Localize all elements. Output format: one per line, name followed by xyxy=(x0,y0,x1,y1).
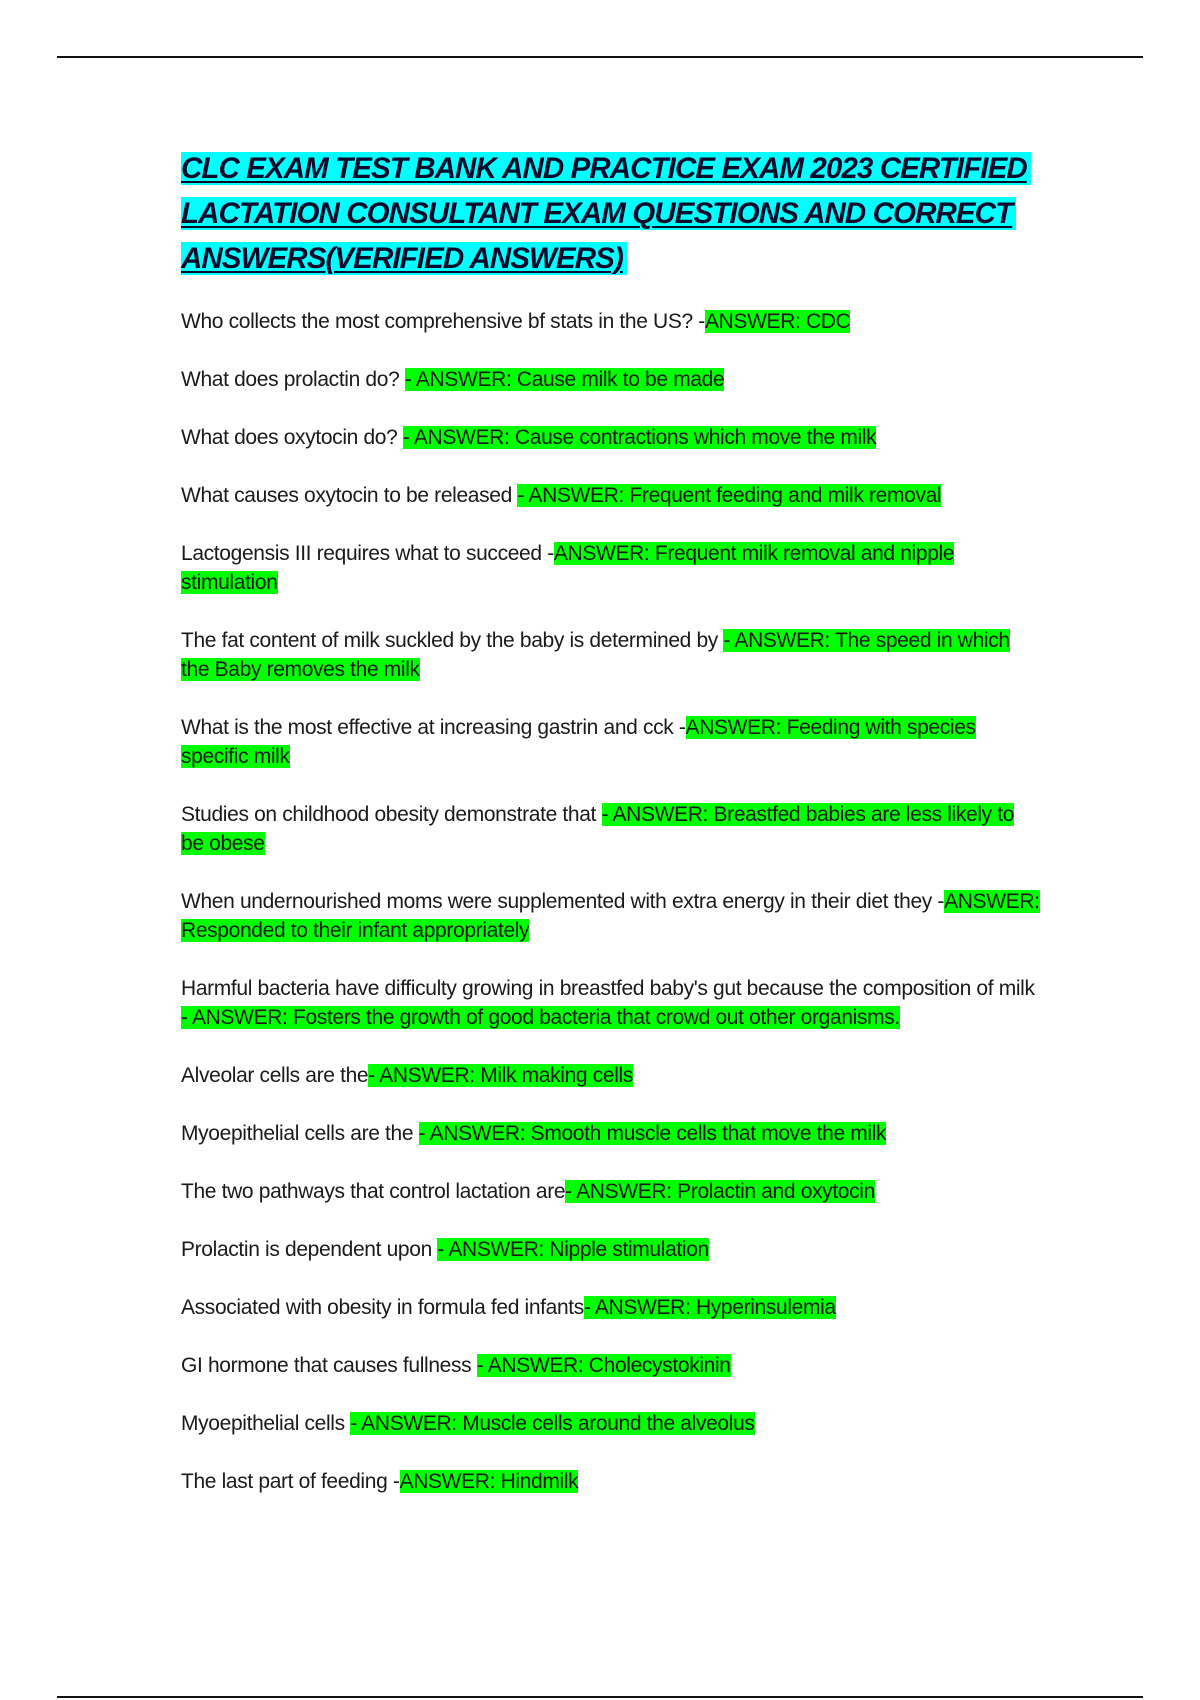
question-text: When undernourished moms were supplemented with extra energy in their diet they - xyxy=(181,890,945,913)
qa-item xyxy=(181,1119,1041,1148)
qa-item xyxy=(181,481,1041,510)
question-text: What is the most effective at increasing gastrin and cck - xyxy=(181,716,686,739)
qa-item xyxy=(181,887,1041,945)
question-text: What does prolactin do? xyxy=(181,368,405,391)
answer-text: - ANSWER: Smooth muscle cells that move the milk xyxy=(418,1122,887,1145)
question-text: The last part of feeding - xyxy=(181,1470,400,1493)
answer-text: - ANSWER: Milk making cells xyxy=(368,1064,633,1087)
answer-text: ANSWER: Frequent milk removal and nipple stimulation xyxy=(181,542,955,594)
answer-text: ANSWER: CDC xyxy=(704,310,851,333)
qa-item xyxy=(181,1293,1041,1322)
question-text: Who collects the most comprehensive bf stats in the US? - xyxy=(181,310,705,333)
question-text: Prolactin is dependent upon xyxy=(181,1238,438,1261)
answer-text: ANSWER: Hindmilk xyxy=(399,1470,579,1493)
answer-text: - ANSWER: Breastfed babies are less likely to be obese xyxy=(181,803,1015,855)
question-text: The fat content of milk suckled by the baby is determined by xyxy=(181,629,724,652)
question-text: Associated with obesity in formula fed infants xyxy=(181,1296,584,1319)
footer-rule xyxy=(57,1696,1143,1698)
answer-text: - ANSWER: Prolactin and oxytocin xyxy=(565,1180,875,1203)
answer-text: - ANSWER: Frequent feeding and milk removal xyxy=(517,484,942,507)
answer-text: ANSWER: Responded to their infant appropriately xyxy=(181,890,1040,942)
question-text: Studies on childhood obesity demonstrate that xyxy=(181,803,602,826)
question-text: Myoepithelial cells xyxy=(181,1412,351,1435)
question-text: Harmful bacteria have difficulty growing in breastfed baby's gut because the composition of milk xyxy=(181,977,1035,1000)
document-body xyxy=(181,146,1041,1525)
qa-item xyxy=(181,626,1041,684)
document-title xyxy=(181,146,1041,281)
header-rule xyxy=(57,56,1143,58)
qa-item xyxy=(181,365,1041,394)
qa-item xyxy=(181,1409,1041,1438)
answer-text: - ANSWER: Fosters the growth of good bacteria that crowd out other organisms. xyxy=(181,1006,900,1029)
document-title-text: CLC EXAM TEST BANK AND PRACTICE EXAM 2023 CERTIFIED LACTATION CONSULTANT EXAM QUESTIONS AND CORRECT ANSWERS(VERIFIED ANSWERS) xyxy=(181,152,1031,275)
question-text: Lactogensis III requires what to succeed - xyxy=(181,542,554,565)
qa-item xyxy=(181,800,1041,858)
answer-text: - ANSWER: Muscle cells around the alveolus xyxy=(350,1412,755,1435)
question-text: The two pathways that control lactation are xyxy=(181,1180,566,1203)
qa-item xyxy=(181,539,1041,597)
answer-text: - ANSWER: Cause milk to be made xyxy=(404,368,725,391)
answer-text: - ANSWER: The speed in which the Baby removes the milk xyxy=(181,629,1010,681)
qa-item xyxy=(181,423,1041,452)
question-text: What does oxytocin do? xyxy=(181,426,403,449)
answer-text: ANSWER: Feeding with species specific milk xyxy=(181,716,976,768)
qa-item xyxy=(181,1351,1041,1380)
answer-text: - ANSWER: Cause contractions which move the milk xyxy=(402,426,877,449)
answer-text: - ANSWER: Cholecystokinin xyxy=(476,1354,731,1377)
qa-item xyxy=(181,713,1041,771)
qa-item xyxy=(181,974,1041,1032)
qa-item xyxy=(181,1235,1041,1264)
question-text: Myoepithelial cells are the xyxy=(181,1122,419,1145)
question-text: What causes oxytocin to be released xyxy=(181,484,518,507)
qa-item xyxy=(181,1061,1041,1090)
answer-text: - ANSWER: Hyperinsulemia xyxy=(583,1296,836,1319)
qa-item xyxy=(181,1467,1041,1496)
question-text: GI hormone that causes fullness xyxy=(181,1354,477,1377)
question-text: Alveolar cells are the xyxy=(181,1064,369,1087)
answer-text: - ANSWER: Nipple stimulation xyxy=(437,1238,709,1261)
qa-item xyxy=(181,307,1041,336)
qa-item xyxy=(181,1177,1041,1206)
